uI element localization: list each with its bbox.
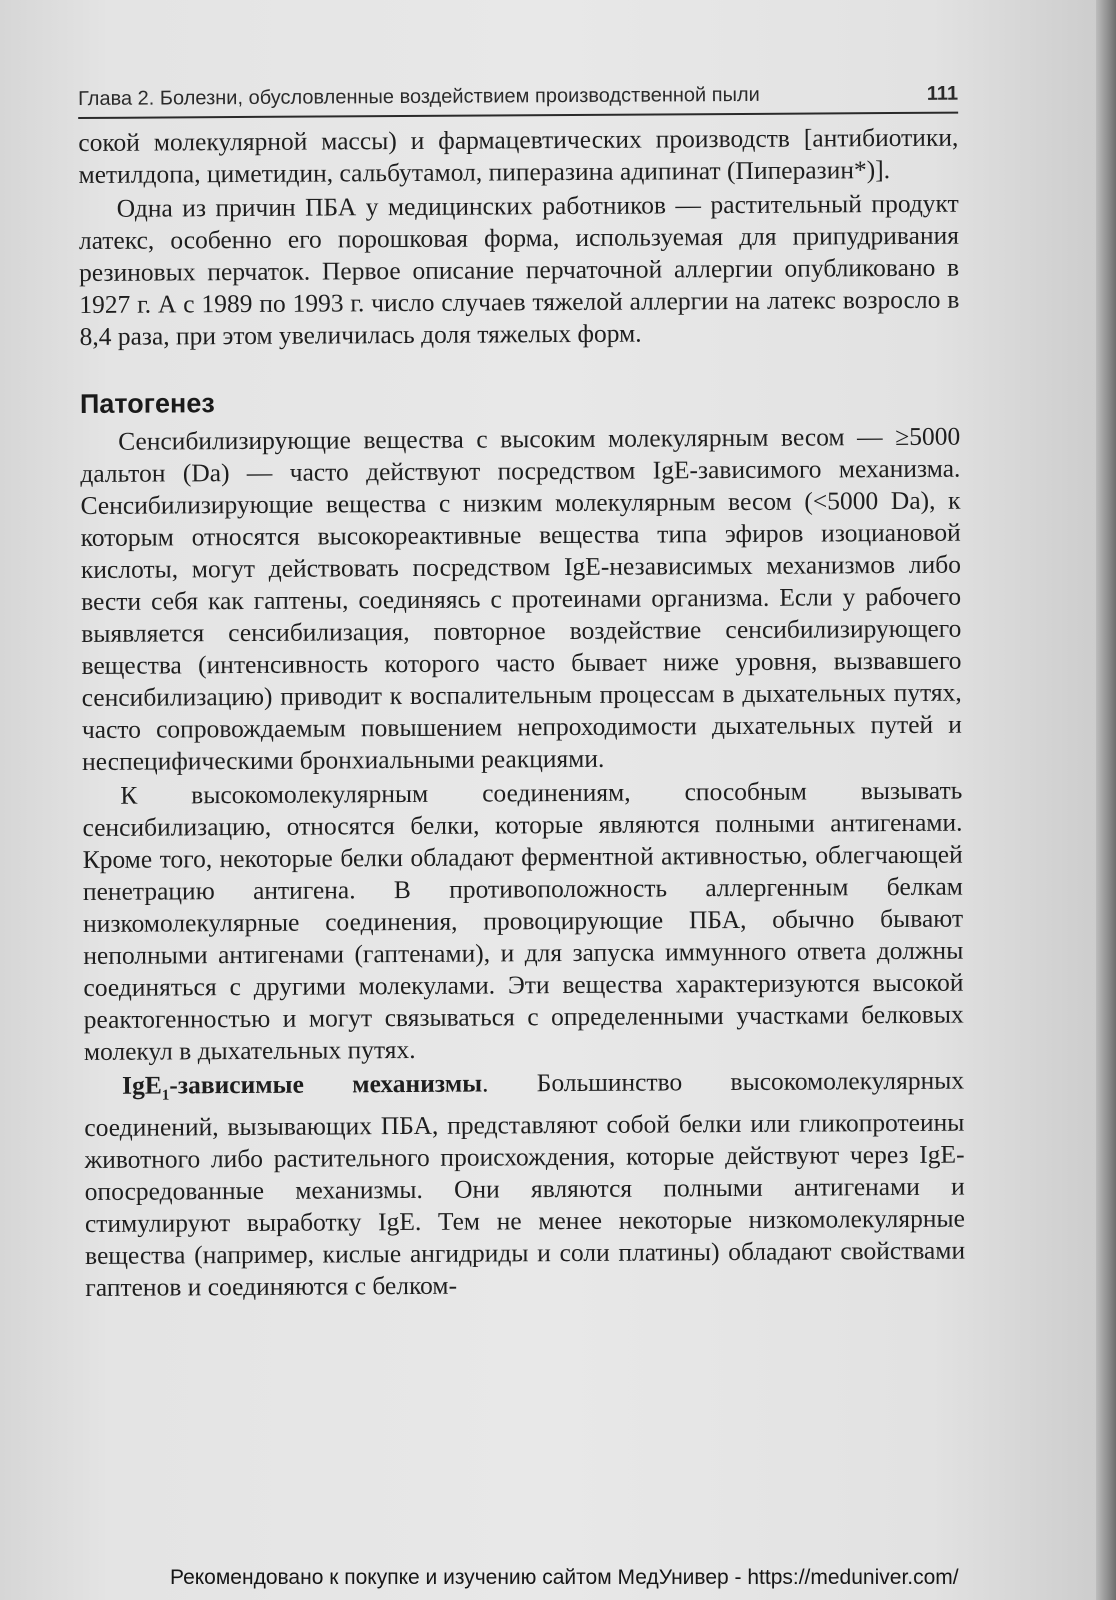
lead-in-rest: -зависимые механизмы xyxy=(169,1068,483,1100)
paragraph-pathogenesis-1: Сенсибилизирующие вещества с высоким молекулярным весом — ≥5000 дальтон (Da) — часто действуют посредством IgE-зависимого механизма. Сенсибилизирующие вещества с низким молекулярным весом (<5000 Da), к которым относятся высокореактивные вещества типа эфиров изоциановой кислоты, могут действовать посредством IgE-независимых механизмов либо вести себя как гаптены, соединяясь с протеинами организма. Если у рабочего выявляется сенсибилизация, повторное воздействие сенсибилизирующего вещества (интенсивность которого часто бывает ниже уровня, вызвавшего сенсибилизацию) приводит к воспалительным процессам в дыхательных путях, часто сопровождаемым повышением непроходимости дыхательных путей и неспецифическими бронхиальными реакциями. xyxy=(80,421,962,776)
footer-watermark: Рекомендовано к покупке и изучению сайтом МедУнивер - https://meduniver.com/ xyxy=(170,1566,959,1589)
page-number: 111 xyxy=(926,82,959,105)
subsection-text: . Большинство высокомолекулярных соединений, вызывающих ПБА, представляют собой белки или гликопротеины животного либо растительного происхождения, которые действуют через IgE-опосредованные механизмы. Они являются полными антигенами и стимулируют выработку IgE. Тем не менее некоторые низкомолекулярные вещества (например, кислые ангидриды и соли платины) обладают свойствами гаптенов и соединяются с белком- xyxy=(84,1065,966,1303)
subsection-lead-in xyxy=(122,1068,483,1104)
running-header xyxy=(78,83,958,119)
paragraph-pathogenesis-2: К высокомолекулярным соединениям, способным вызывать сенсибилизацию, относятся белки, которые являются полными антигенами. Кроме того, некоторые белки обладают ферментной активностью, облегчающей пенетрацию антигена. В противоположность аллергенным белкам низкомолекулярные соединения, провоцирующие ПБА, обычно бывают неполными антигенами (гаптенами), и для запуска иммунного ответа должны соединяться с другими молекулами. Эти вещества характеризуются высокой реактогенностью и могут связываться с определенными участками белковых молекул в дыхательных путях. xyxy=(82,775,964,1066)
paragraph-ige-mechanisms xyxy=(84,1065,965,1304)
lead-in-main: IgE xyxy=(122,1070,162,1100)
section-heading: Патогенез xyxy=(79,388,215,419)
body-text xyxy=(78,122,965,1304)
chapter-title: Глава 2. Болезни, обусловленные воздействием производственной пыли xyxy=(78,83,760,110)
paragraph-latex: Одна из причин ПБА у медицинских работников — растительный продукт латекс, особенно его порошковая форма, используемая для припудривания резиновых перчаток. Первое описание перчаточной аллергии опубликовано в 1927 г. А с 1989 по 1993 г. число случаев тяжелой аллергии на латекс возросло в 8,4 раза, при этом увеличилась доля тяжелых форм. xyxy=(78,188,960,351)
page-content xyxy=(78,83,965,1304)
page-edge-shadow xyxy=(1096,0,1116,1600)
lead-in-subscript: 1 xyxy=(161,1087,170,1104)
paragraph-continuation: сокой молекулярной массы) и фармацевтических производств [антибиотики, метилдопа, циметидин, сальбутамол, пиперазина адипинат (Пиперазин*)]. xyxy=(78,122,959,189)
